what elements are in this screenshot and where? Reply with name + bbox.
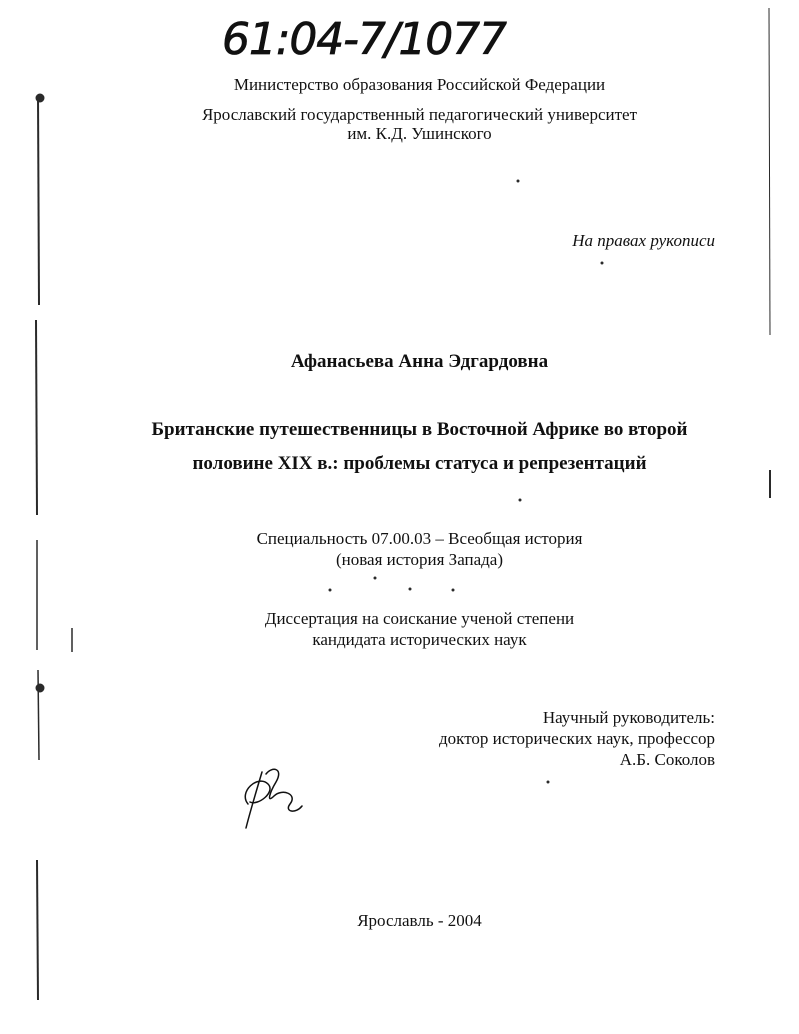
right-edge-mark bbox=[769, 8, 770, 335]
left-edge-mark bbox=[38, 670, 39, 760]
scan-speck bbox=[547, 781, 549, 783]
supervisor-title: доктор исторических наук, профессор bbox=[439, 729, 715, 748]
scan-speck bbox=[329, 589, 331, 591]
scan-speck bbox=[517, 180, 519, 182]
university-name: Ярославский государственный педагогический университет bbox=[201, 105, 638, 124]
dissertation-title-line-2: половине XIX в.: проблемы статуса и репрезентаций bbox=[192, 453, 647, 474]
supervisor-label: Научный руководитель: bbox=[542, 708, 715, 727]
degree-name: кандидата исторических наук bbox=[312, 630, 527, 649]
left-edge-mark bbox=[36, 684, 44, 692]
specialty-code: Специальность 07.00.03 – Всеобщая история bbox=[256, 529, 583, 548]
ministry-name: Министерство образования Российской Федерации bbox=[233, 75, 606, 94]
author-name: Афанасьева Анна Эдгардовна bbox=[290, 351, 549, 372]
supervisor-name: А.Б. Соколов bbox=[619, 750, 715, 769]
dissertation-title-line-1: Британские путешественницы в Восточной Африке во второй bbox=[151, 419, 688, 440]
left-edge-mark bbox=[36, 94, 44, 102]
city-and-year: Ярославль - 2004 bbox=[357, 911, 482, 930]
specialty-subfield: (новая история Запада) bbox=[335, 550, 504, 569]
rights-note: На правах рукописи bbox=[572, 231, 715, 250]
scan-speck bbox=[601, 262, 603, 264]
signature bbox=[238, 764, 308, 830]
scan-speck bbox=[374, 577, 376, 579]
scan-speck bbox=[409, 588, 411, 590]
dissertation-purpose: Диссертация на соискание ученой степени bbox=[264, 609, 575, 628]
left-edge-mark bbox=[36, 320, 37, 515]
archive-number-handwritten bbox=[222, 6, 522, 68]
archive-number-text: 61:04-7/1077 bbox=[222, 14, 507, 65]
scan-speck bbox=[519, 499, 521, 501]
university-dedication: им. К.Д. Ушинского bbox=[347, 124, 492, 143]
scan-speck bbox=[452, 589, 454, 591]
